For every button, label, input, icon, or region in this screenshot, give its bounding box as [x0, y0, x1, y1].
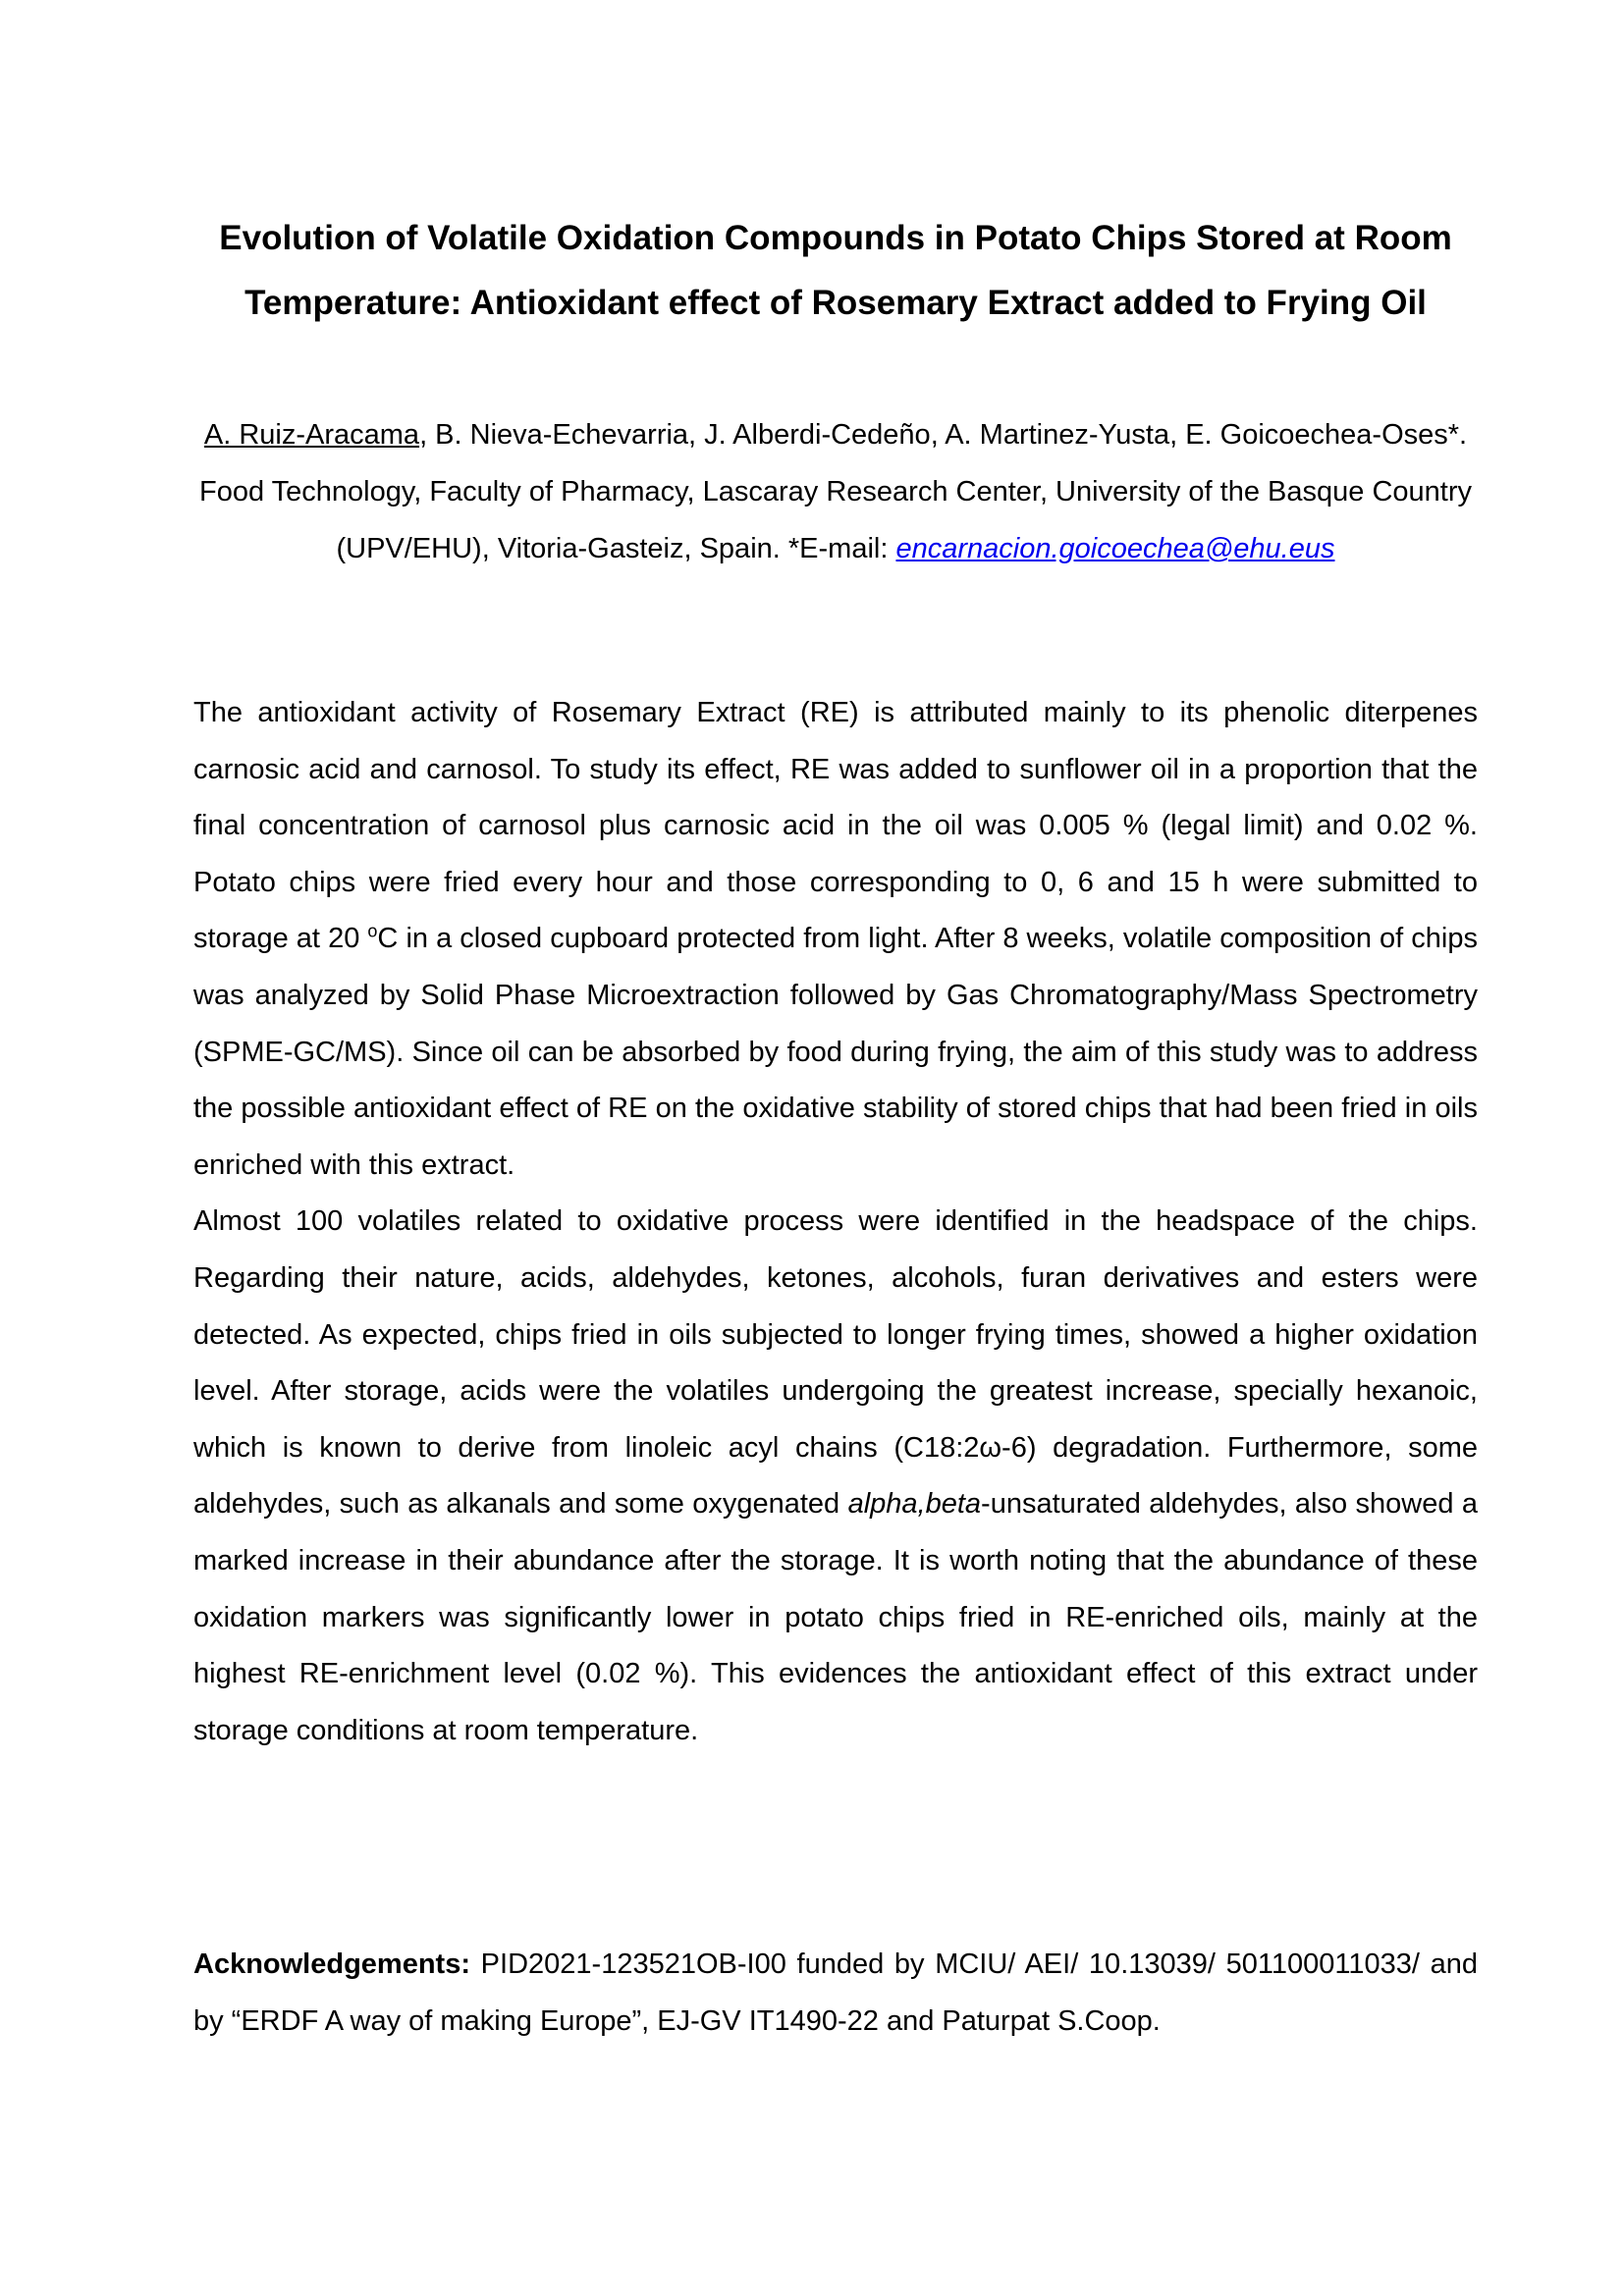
abstract-paragraph-1: [193, 685, 1478, 1194]
paper-title: Evolution of Volatile Oxidation Compounds in Potato Chips Stored at Room Temperature: Antioxidant effect of Rosemary Extract added to Frying Oil: [219, 219, 1452, 322]
abstract-text: -unsaturated aldehydes, also showed a marked increase in their abundance after the storage. It is worth noting that the abundance of these oxidation markers was significantly lower in potato chips fried in RE-enriched oils, mainly at the highest RE-enrichment level (0.02 %). This evidences the antioxidant effect of this extract under storage conditions at room temperature.: [193, 1488, 1478, 1746]
acknowledgements-text: PID2021-123521OB-I00 funded by MCIU/ AEI/ 10.13039/ 501100011033/ and by “ERDF A way of making Europe”, EJ-GV IT1490-22 and Paturpat S.Coop.: [193, 1949, 1478, 2037]
italic-term: alpha,beta: [847, 1488, 982, 1521]
acknowledgements-label: Acknowledgements:: [193, 1949, 470, 1980]
author-affiliations: , B. Nieva-Echevarria, J. Alberdi-Cedeño, A. Martinez-Yusta, E. Goicoechea-Oses*. Food Technology, Faculty of Pharmacy, Lascaray Research Center, University of the Basque Country (UPV/EHU), Vitoria-Gasteiz, Spain. *E-mail:: [199, 419, 1472, 564]
abstract-text: Almost 100 volatiles related to oxidative process were identified in the headspace of the chips. Regarding their nature, acids, aldehydes, ketones, alcohols, furan derivatives and esters were detected. As expected, chips fried in oils subjected to longer frying times, showed a higher oxidation level. After storage, acids were the volatiles undergoing the greatest increase, specially hexanoic, which is known to derive from linoleic acyl chains (C18:2ω-6) degradation. Furthermore, some aldehydes, such as alkanals and some oxygenated: [193, 1205, 1478, 1521]
abstract-paragraph-2: [193, 1194, 1478, 1759]
abstract-text: The antioxidant activity of Rosemary Extract (RE) is attributed mainly to its phenolic diterpenes carnosic acid and carnosol. To study its effect, RE was added to sunflower oil in a proportion that the final concentration of carnosol plus carnosic acid in the oil was 0.005 % (legal limit) and 0.02 %. Potato chips were fried every hour and those corresponding to 0, 6 and 15 h were submitted to storage at 20: [193, 697, 1478, 955]
acknowledgements: [193, 1937, 1478, 2050]
email-link[interactable]: encarnacion.goicoechea@ehu.eus: [895, 533, 1335, 564]
presenting-author: A. Ruiz-Aracama: [203, 419, 420, 451]
abstract: [193, 685, 1478, 1759]
abstract-text: C in a closed cupboard protected from light. After 8 weeks, volatile composition of chips was analyzed by Solid Phase Microextraction followed by Gas Chromatography/Mass Spectrometry (SPME-GC/MS). Since oil can be absorbed by food during frying, the aim of this study was to address the possible antioxidant effect of RE on the oxidative stability of stored chips that had been fried in oils enriched with this extract.: [193, 923, 1478, 1181]
degree-superscript: o: [367, 921, 378, 941]
author-block: [193, 406, 1478, 577]
